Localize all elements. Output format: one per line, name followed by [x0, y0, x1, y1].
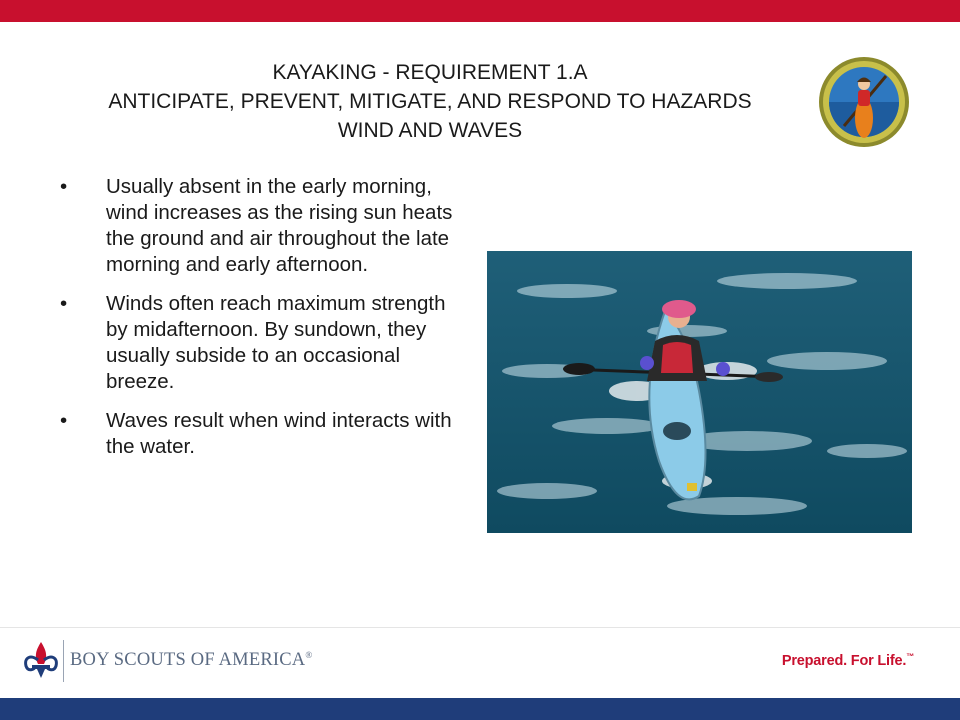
- title-line-3: WIND AND WAVES: [337, 119, 523, 142]
- bullet-text: Waves result when wind interacts with the water.: [106, 409, 452, 458]
- bullet-list: [58, 174, 458, 473]
- bullet-item: [58, 408, 458, 460]
- registered-mark: ®: [305, 650, 313, 660]
- trademark-mark: ™: [906, 652, 914, 661]
- bullet-item: [58, 174, 458, 278]
- title-line-1: KAYAKING - REQUIREMENT 1.A: [272, 61, 588, 84]
- kayaking-merit-badge-icon: [818, 56, 910, 148]
- tagline: Prepared. For Life.™: [781, 652, 914, 669]
- bullet-text: Winds often reach maximum strength by midafternoon. By sundown, they usually subside to an occasional breeze.: [106, 292, 446, 393]
- title-line-2: ANTICIPATE, PREVENT, MITIGATE, AND RESPOND TO HAZARDS: [108, 90, 752, 113]
- bullet-symbol: •: [60, 409, 68, 432]
- bullet-symbol: •: [60, 292, 68, 315]
- top-red-bar: [0, 0, 960, 22]
- bullet-item: [58, 291, 458, 395]
- slide-title: [60, 58, 800, 145]
- org-name: BOY SCOUTS OF AMERICA®: [70, 650, 313, 671]
- bullet-text: Usually absent in the early morning, wind increases as the rising sun heats the ground and air throughout the late morning and early afternoon.: [106, 175, 453, 276]
- kayaker-photo: [487, 251, 912, 533]
- bottom-blue-bar: [0, 698, 960, 720]
- footer-divider: [0, 627, 960, 628]
- bullet-symbol: •: [60, 175, 68, 198]
- logo-divider: [63, 640, 64, 682]
- bsa-fleur-de-lis-icon: [22, 640, 60, 680]
